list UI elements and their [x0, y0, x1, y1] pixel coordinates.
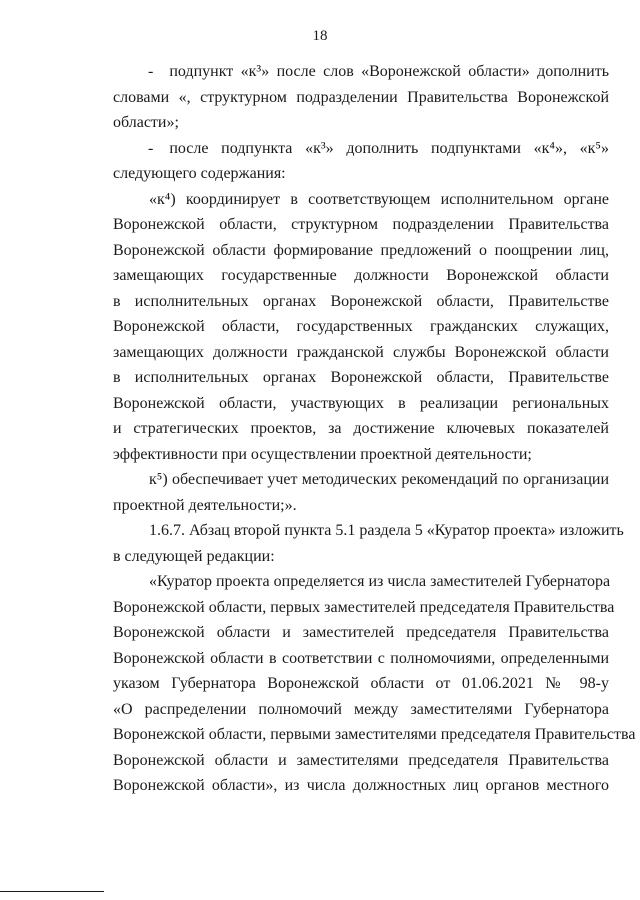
text-line: Воронежской области, структурном подразделении Правительства — [113, 216, 609, 233]
text-line: «к⁴) координирует в соответствующем исполнительном органе — [149, 190, 609, 208]
text-line: следующего содержания: — [113, 165, 286, 182]
text-line: указом Губернатора Воронежской области от 01.06.2021 № 98-у — [113, 675, 609, 692]
text-line: Воронежской области, первых заместителей председателя Правительства — [113, 598, 615, 616]
text-line: словами «, структурном подразделении Правительства Воронежской — [113, 88, 609, 106]
text-line: Воронежской области и заместителей председателя Правительства — [113, 624, 609, 641]
text-line: в исполнительных органах Воронежской области, Правительстве — [113, 292, 609, 310]
text-line: эффективности при осуществлении проектной деятельности; — [113, 445, 532, 463]
text-line: замещающих должности гражданской службы Воронежской области — [113, 343, 609, 361]
text-line: Воронежской области, участвующих в реализации региональных — [113, 394, 609, 412]
text-line: в следующей редакции: — [113, 547, 275, 565]
page-number: 18 — [312, 28, 328, 44]
text-line: «Куратор проекта определяется из числа заместителей Губернатора — [149, 573, 611, 590]
text-line: к⁵) обеспечивает учет методических рекомендаций по организации — [149, 471, 609, 488]
text-line: и стратегических проектов, за достижение ключевых показателей — [113, 420, 609, 437]
document-body — [113, 59, 636, 799]
text-line: проектной деятельности;». — [113, 496, 297, 514]
text-line: в исполнительных органах Воронежской области, Правительстве — [113, 369, 609, 386]
footnote-divider — [0, 891, 104, 892]
text-line: Воронежской области», из числа должностных лиц органов местного — [113, 777, 609, 794]
text-line: «О распределении полномочий между заместителями Губернатора — [113, 700, 609, 718]
text-line: Воронежской области в соответствии с полномочиями, определенными — [113, 649, 609, 667]
text-line: - подпункт «к³» после слов «Воронежской области» дополнить — [148, 63, 609, 80]
text-line: области»; — [113, 114, 179, 131]
text-line: Воронежской области, первыми заместителями председателя Правительства — [113, 726, 636, 743]
text-line: 1.6.7. Абзац второй пункта 5.1 раздела 5 «Куратор проекта» изложить — [149, 522, 624, 539]
text-line: Воронежской области, государственных гражданских служащих, — [113, 318, 609, 335]
text-line: Воронежской области формирование предложений о поощрении лиц, — [113, 241, 609, 259]
text-line: - после подпункта «к³» дополнить подпунктами «к⁴», «к⁵» — [148, 139, 609, 157]
text-line: Воронежской области и заместителями председателя Правительства — [113, 751, 609, 769]
text-line: замещающих государственные должности Воронежской области — [113, 267, 609, 284]
